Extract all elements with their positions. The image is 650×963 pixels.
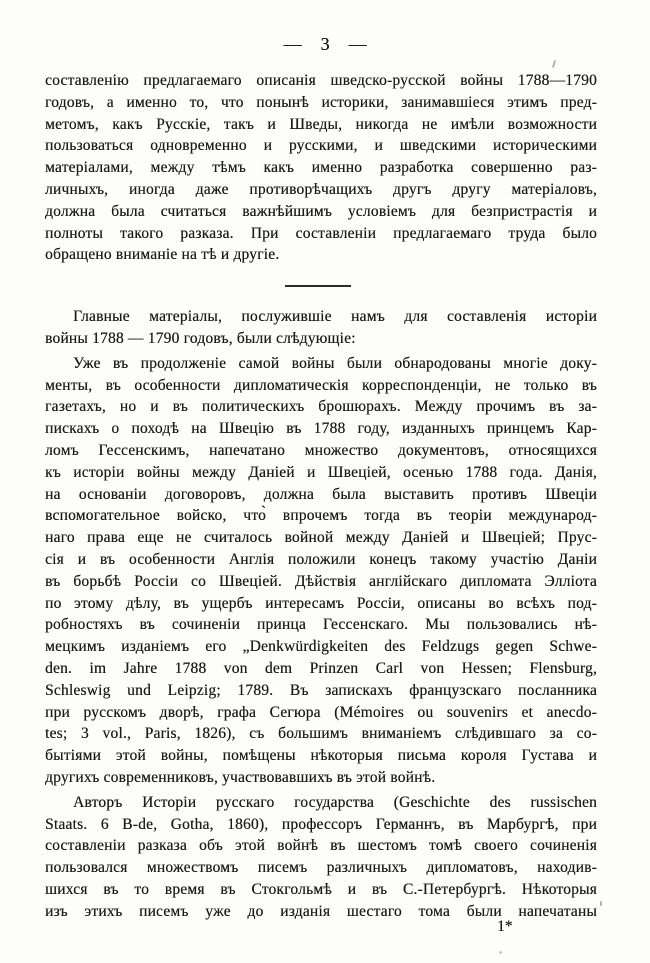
text-line: сія и въ особенности Англія положили конецъ такому участію Даніи bbox=[45, 550, 597, 568]
text-line: изъ этихъ писемъ уже до изданія шестаго тома были напечатаны bbox=[45, 902, 597, 920]
text-line: обращено вниманіе на тѣ и другіе. bbox=[45, 246, 280, 264]
paragraph bbox=[45, 353, 597, 789]
text-line: менты, въ особенности дипломатическія корреспонденціи, не только въ bbox=[45, 376, 597, 394]
paragraph bbox=[45, 70, 597, 266]
text-line: Уже въ продолженіе самой войны были обнародованы многіе доку- bbox=[73, 354, 597, 372]
text-line: пользовался множествомъ писемъ различныхъ дипломатовъ, находив- bbox=[45, 859, 597, 877]
text-line: по этому дѣлу, въ ущербъ интересамъ Россіи, описаны во всѣхъ под- bbox=[45, 594, 597, 612]
header-dash-left: — bbox=[283, 34, 302, 54]
text-line: войны 1788 — 1790 годовъ, были слѣдующіе: bbox=[45, 329, 356, 347]
text-line: шихся въ то время въ Стокгольмѣ и въ С.-Петербургѣ. Нѣкоторыя bbox=[45, 880, 597, 898]
text-line: робностяхъ въ сочиненіи принца Гессенскаго. Мы пользовались нѣ- bbox=[45, 616, 597, 634]
text-line: tes; 3 vol., Paris, 1826), съ большимъ вниманіемъ слѣдившаго за со- bbox=[45, 725, 597, 743]
text-line: при русскомъ дворѣ, графа Сегюра (Mémoires ou souvenirs et anecdo- bbox=[45, 703, 597, 721]
text-line: бытіями этой войны, помѣщены нѣкоторыя письма короля Густава и bbox=[45, 747, 597, 765]
page-header bbox=[0, 0, 650, 54]
text-line: составленіи разказа объ этой войнѣ въ шестомъ томѣ своего сочиненія bbox=[45, 837, 597, 855]
text-line: личныхъ, иногда даже противорѣчащихъ другъ другу матеріаловъ, bbox=[45, 180, 597, 198]
text-line: наго права еще не считалось войной между Даніей и Швеціей; Прус- bbox=[45, 529, 597, 547]
signature-mark: 1* bbox=[497, 918, 513, 935]
text-line: den. im Jahre 1788 von dem Prinzen Carl von Hessen; Flensburg, bbox=[45, 659, 597, 677]
text-line: годовъ, а именно то, что понынѣ историки, занимавшіеся этимъ пред- bbox=[45, 93, 597, 111]
text-line: должна была считаться важнѣйшимъ условіемъ для безпристрастія и bbox=[45, 202, 597, 220]
text-line: ломъ Гессенскимъ, напечатано множество документовъ, относящихся bbox=[45, 441, 597, 459]
text-line: въ борьбѣ Россіи со Швеціей. Дѣйствія англійскаго дипломата Элліота bbox=[45, 572, 597, 590]
text-line: газетахъ, но и въ политическихъ брошюрахъ. Между прочимъ въ за- bbox=[45, 398, 597, 416]
scan-speck bbox=[499, 951, 502, 954]
page-body bbox=[45, 70, 597, 922]
text-line: матеріалами, между тѣмъ какъ именно разработка совершенно раз- bbox=[45, 159, 597, 177]
text-line: на основаніи договоровъ, должна была выставить противъ Швеціи bbox=[45, 485, 597, 503]
text-line: вспомогательное войско, что̀ впрочемъ тогда въ теоріи международ- bbox=[45, 507, 597, 525]
text-line: полноты такого разказа. При составленіи предлагаемаго труда было bbox=[45, 224, 597, 242]
scan-speck bbox=[552, 60, 556, 68]
text-line: пользоваться одновременно и русскими, и шведскими историческими bbox=[45, 137, 597, 155]
paragraph bbox=[45, 306, 597, 350]
text-line: пискахъ о походѣ на Швецію въ 1788 году, изданныхъ принцемъ Кар- bbox=[45, 420, 597, 438]
text-line: составленію предлагаемаго описанія шведско-русской войны 1788—1790 bbox=[45, 72, 597, 89]
text-line: метомъ, какъ Русскіе, такъ и Шведы, никогда не имѣли возможности bbox=[45, 115, 597, 133]
header-dash-right: — bbox=[348, 34, 367, 54]
text-line: Авторъ Исторіи русскаго государства (Geschichte des russischen bbox=[73, 793, 597, 811]
text-line: другихъ современниковъ, участвовавшихъ въ этой войнѣ. bbox=[45, 768, 436, 786]
section-divider bbox=[285, 285, 351, 287]
text-line: мецкимъ изданіемъ его „Denkwürdigkeiten des Feldzugs gegen Schwe- bbox=[45, 638, 597, 656]
text-line: Schleswig und Leipzig; 1789. Въ запискахъ французскаго посланника bbox=[45, 681, 597, 699]
scan-speck bbox=[600, 901, 602, 906]
text-line: къ исторіи войны между Даніей и Швеціей, осенью 1788 года. Данія, bbox=[45, 463, 597, 481]
text-line: Главные матеріалы, послужившіе намъ для составленія исторіи bbox=[73, 308, 597, 326]
paragraph bbox=[45, 792, 597, 923]
text-line: Staats. 6 B-de, Gotha, 1860), профессоръ Германнъ, въ Марбургѣ, при bbox=[45, 815, 597, 833]
page-number: 3 bbox=[320, 34, 330, 54]
